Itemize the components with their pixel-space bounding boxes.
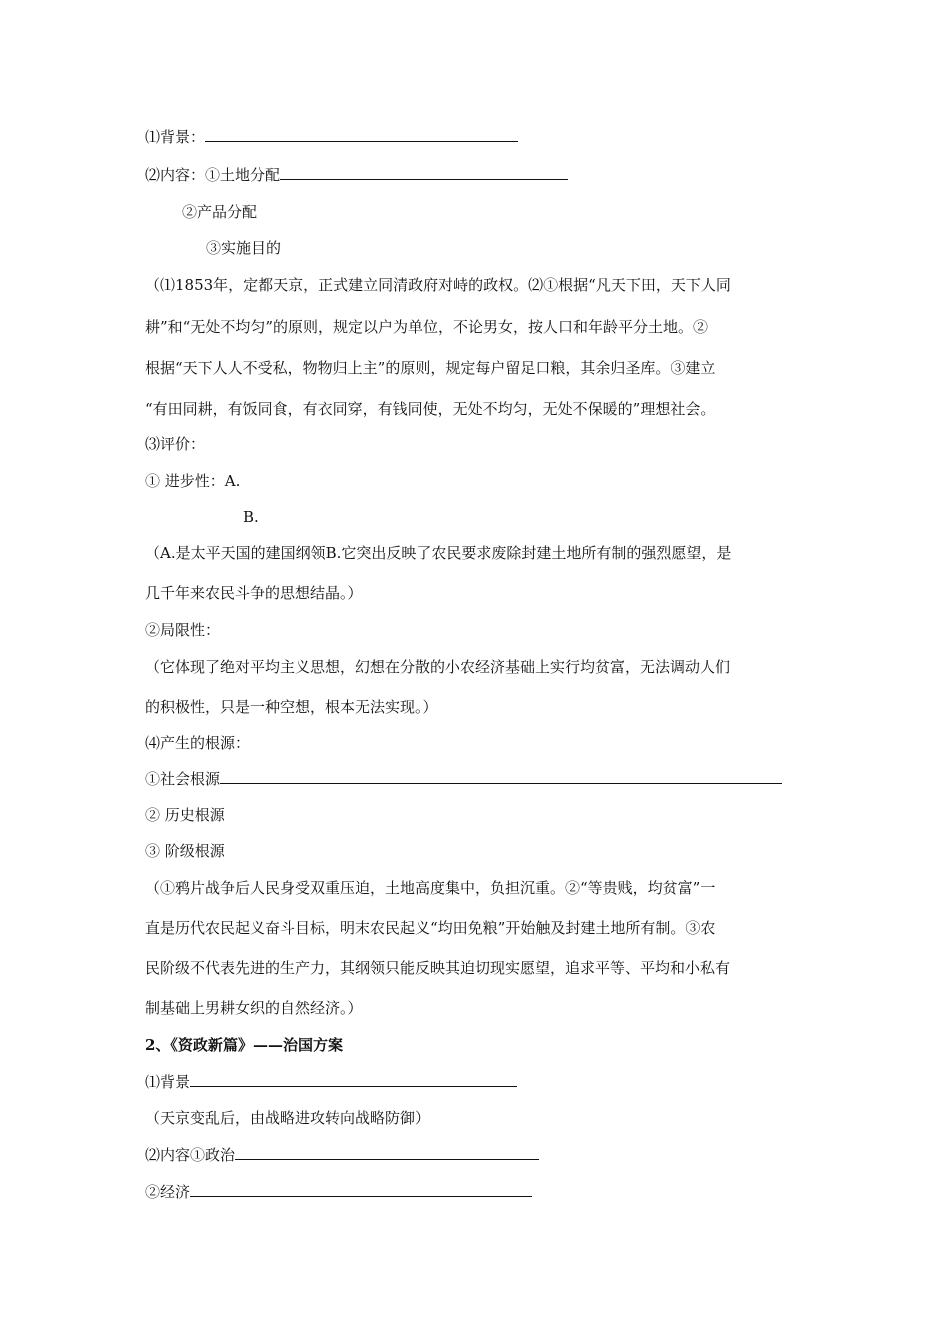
answer-paragraph: 的积极性，只是一种空想，根本无法实现。） xyxy=(145,698,438,716)
answer-blank[interactable] xyxy=(205,127,518,142)
class-origin-item: ③ 阶级根源 xyxy=(145,842,225,860)
progressive-item: ① 进步性：A. xyxy=(145,472,241,490)
answer-blank[interactable] xyxy=(190,1072,517,1087)
product-distribution-item: ②产品分配 xyxy=(182,203,258,221)
answer-paragraph: 制基础上男耕女织的自然经济。） xyxy=(145,999,363,1017)
answer-paragraph: “有田同耕，有饭同食，有衣同穿，有钱同使，无处不均匀，无处不保暖的”理想社会。 xyxy=(145,400,716,418)
answer-blank[interactable] xyxy=(235,1145,539,1160)
economy-question: ②经济 xyxy=(145,1182,532,1202)
origin-heading: ⑷产生的根源： xyxy=(145,734,251,752)
background-question: ⑴背景： xyxy=(145,127,518,147)
section-heading: 2、《资政新篇》——治国方案 xyxy=(145,1036,343,1054)
evaluation-heading: ⑶评价： xyxy=(145,435,206,453)
answer-paragraph: 根据“天下人人不受私，物物归上主”的原则，规定每户留足口粮，其余归圣库。③建立 xyxy=(145,359,716,377)
answer-paragraph: （⑴1853年，定都天京，正式建立同清政府对峙的政权。⑵①根据“凡天下田，天下人同 xyxy=(145,276,731,294)
background-question: ⑴背景 xyxy=(145,1072,517,1092)
purpose-item: ③实施目的 xyxy=(206,239,282,257)
progressive-item-b: B. xyxy=(243,508,259,526)
answer-blank[interactable] xyxy=(190,1182,532,1197)
social-origin-question: ①社会根源 xyxy=(145,769,782,789)
answer-paragraph: 直是历代农民起义奋斗目标，明末农民起义“均田免粮”开始触及封建土地所有制。③农 xyxy=(145,919,716,937)
answer-paragraph: （①鸦片战争后人民身受双重压迫，土地高度集中，负担沉重。②“等贵贱，均贫富”一 xyxy=(145,879,716,897)
limitation-item: ②局限性： xyxy=(145,621,221,639)
answer-blank[interactable] xyxy=(220,769,782,784)
answer-blank[interactable] xyxy=(280,165,568,180)
answer-paragraph: 几千年来农民斗争的思想结晶。） xyxy=(145,584,363,602)
answer-paragraph: 民阶级不代表先进的生产力，其纲领只能反映其迫切现实愿望，追求平等、平均和小私有 xyxy=(145,959,731,977)
historical-origin-item: ② 历史根源 xyxy=(145,806,225,824)
answer-paragraph: （A.是太平天国的建国纲领B.它突出反映了农民要求废除封建土地所有制的强烈愿望，是 xyxy=(145,544,732,562)
answer-paragraph: （它体现了绝对平均主义思想，幻想在分散的小农经济基础上实行均贫富，无法调动人们 xyxy=(145,658,731,676)
answer-paragraph: 耕”和“无处不均匀”的原则，规定以户为单位，不论男女，按人口和年龄平分土地。② xyxy=(145,318,709,336)
answer-paragraph: （天京变乱后，由战略进攻转向战略防御） xyxy=(145,1109,431,1127)
politics-question: ⑵内容①政治 xyxy=(145,1145,539,1165)
content-land-question: ⑵内容：①土地分配 xyxy=(145,165,568,185)
